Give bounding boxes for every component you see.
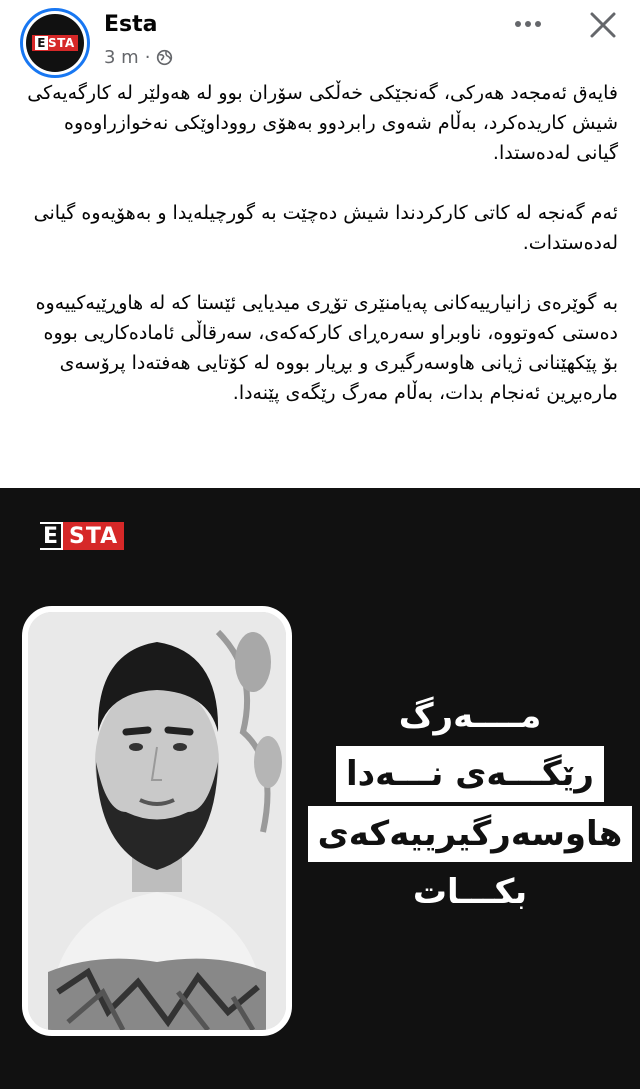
post-paragraph: بە گوێرەی زانیارییەکانی پەیامنێری تۆڕی میدیایی ئێستا کە لە هاوڕێیەکییەوە دەستی کەوتووە، ناوبراو سەرەڕای کارکەکەی، سەرقاڵی ئامادەکاریی بووە بۆ پێکهێنانی ژیانی هاوسەرگیری و بڕیار بووە لە کۆتایی هەفتەدا پرۆسەی مارەبڕین ئەنجام بدات، بەڵام مەرگ رێگەی پێنەدا. bbox=[35, 292, 618, 404]
portrait-illustration bbox=[28, 612, 286, 1030]
portrait-photo bbox=[22, 606, 292, 1036]
headline-line-highlight: هاوسەرگیرییەکەی bbox=[308, 806, 633, 862]
more-dot bbox=[525, 21, 531, 27]
post-text bbox=[24, 78, 618, 438]
headline-line: بکـــات bbox=[412, 872, 528, 912]
meta-separator: · bbox=[144, 47, 151, 68]
more-dot bbox=[535, 21, 541, 27]
post-paragraph: ئەم گەنجە لە کاتی کارکردندا شیش دەچێت بە گورچیلەیدا و بەهۆیەوە گیانی لەدەستدات. bbox=[33, 202, 618, 254]
headline bbox=[300, 688, 640, 920]
author-name[interactable]: Esta bbox=[104, 12, 158, 37]
post-header bbox=[0, 0, 640, 80]
avatar-logo bbox=[26, 14, 84, 72]
headline-line: مــــەرگ bbox=[398, 696, 542, 736]
avatar[interactable] bbox=[20, 8, 90, 78]
post-meta bbox=[104, 47, 173, 68]
post-time[interactable]: 3 m bbox=[104, 47, 139, 68]
close-icon[interactable] bbox=[586, 8, 620, 42]
logo-letter-e: E bbox=[40, 522, 63, 550]
more-options-button[interactable] bbox=[512, 14, 544, 34]
post-paragraph: فایەق ئەمجەد هەرکی، گەنجێکی خەڵکی سۆران بوو لە هەولێر لە کارگەیەکی شیش کاریدەکرد، بەڵام شەوی رابردوو بەهۆی رووداوێکی نەخوازراوەوە گیانی لەدەستدا. bbox=[27, 82, 618, 164]
logo-letters-sta: STA bbox=[63, 522, 124, 550]
globe-icon[interactable] bbox=[156, 49, 173, 66]
post-image[interactable] bbox=[0, 488, 640, 1089]
avatar-logo-text: E STA bbox=[32, 35, 77, 51]
more-dot bbox=[515, 21, 521, 27]
headline-line-highlight: رێگـــەی نـــەدا bbox=[336, 746, 604, 802]
esta-logo bbox=[40, 522, 124, 550]
